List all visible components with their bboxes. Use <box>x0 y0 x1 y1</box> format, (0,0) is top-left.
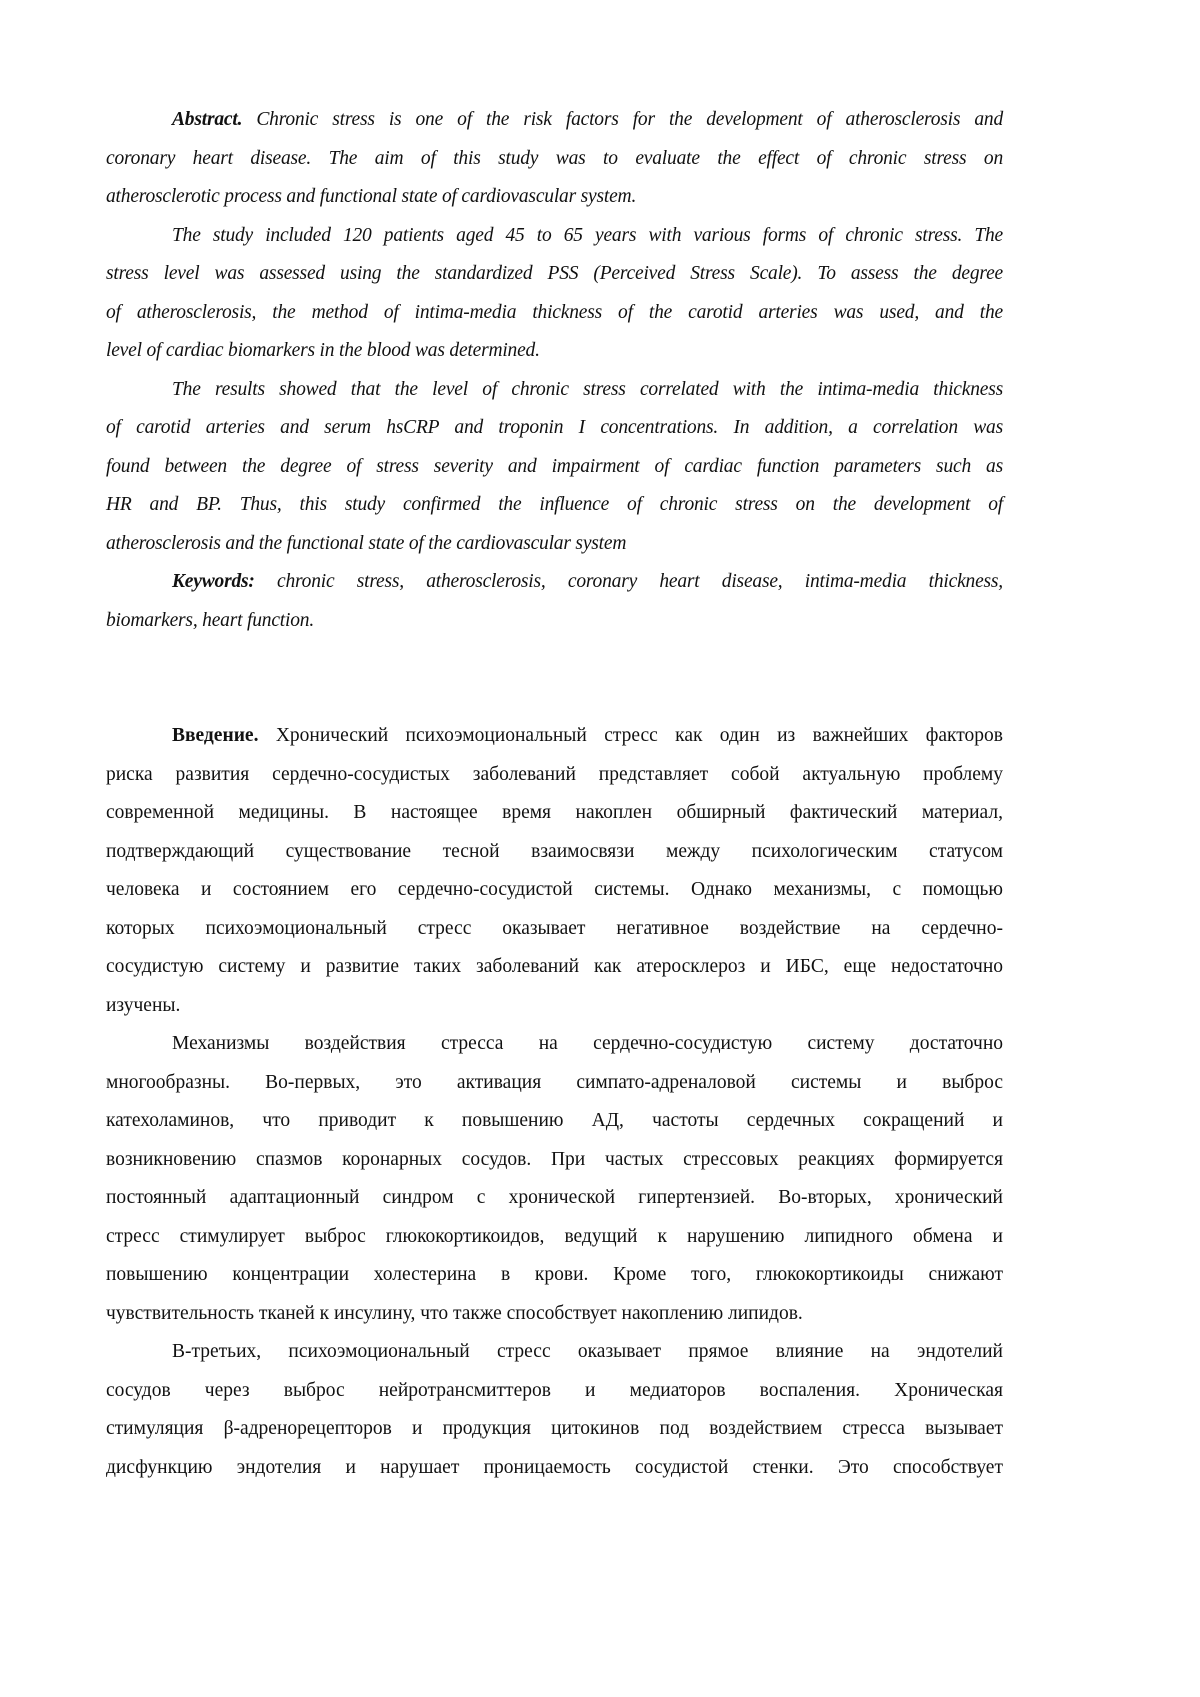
text-line <box>106 717 1003 756</box>
text-line <box>106 178 1003 217</box>
paragraph <box>106 101 1003 217</box>
text-line <box>106 1410 1003 1449</box>
line-text: повышению концентрации холестерина в крови. Кроме того, глюкокортикоиды снижают <box>106 1264 1003 1285</box>
text-line <box>106 1372 1003 1411</box>
line-text: возникновению спазмов коронарных сосудов. При частых стрессовых реакциях формируется <box>106 1149 1003 1170</box>
line-text: современной медицины. В настоящее время накоплен обширный фактический материал, <box>106 802 1003 823</box>
text-line <box>106 1333 1003 1372</box>
line-text: chronic stress, atherosclerosis, coronary heart disease, intima-media thickness, <box>277 571 1003 592</box>
line-text: человека и состоянием его сердечно-сосудистой системы. Однако механизмы, с помощью <box>106 879 1003 900</box>
text-line <box>106 409 1003 448</box>
text-line <box>106 486 1003 525</box>
line-text: стресс стимулирует выброс глюкокортикоидов, ведущий к нарушению липидного обмена и <box>106 1226 1003 1247</box>
text-line <box>106 602 1003 641</box>
line-text: HR and BP. Thus, this study confirmed the influence of chronic stress on the development of <box>106 494 1003 515</box>
paragraph-lead: Введение. <box>172 725 258 746</box>
text-line <box>106 756 1003 795</box>
paragraph <box>106 1333 1003 1487</box>
line-text: изучены. <box>106 995 180 1016</box>
line-text: катехоламинов, что приводит к повышению АД, частоты сердечных сокращений и <box>106 1110 1003 1131</box>
text-line <box>106 217 1003 256</box>
line-text: atherosclerosis and the functional state of the cardiovascular system <box>106 533 626 554</box>
text-line <box>106 1102 1003 1141</box>
text-line <box>106 1064 1003 1103</box>
line-text: чувствительность тканей к инсулину, что также способствует накоплению липидов. <box>106 1303 803 1324</box>
text-line <box>106 1295 1003 1334</box>
paragraph <box>106 217 1003 371</box>
line-text: The results showed that the level of chronic stress correlated with the intima-media thickness <box>172 379 1003 400</box>
line-text: of carotid arteries and serum hsCRP and troponin I concentrations. In addition, a correlation was <box>106 417 1003 438</box>
line-text: atherosclerotic process and functional state of cardiovascular system. <box>106 186 636 207</box>
text-line <box>106 987 1003 1026</box>
text-line <box>106 948 1003 987</box>
text-line <box>106 871 1003 910</box>
abstract-section <box>106 101 1003 640</box>
line-text: сосудов через выброс нейротрансмиттеров и медиаторов воспаления. Хроническая <box>106 1380 1003 1401</box>
line-text: Chronic stress is one of the risk factors for the development of atherosclerosis and <box>256 109 1003 130</box>
line-text: biomarkers, heart function. <box>106 610 314 631</box>
line-text: Механизмы воздействия стресса на сердечно-сосудистую систему достаточно <box>172 1033 1003 1054</box>
line-text: level of cardiac biomarkers in the blood was determined. <box>106 340 540 361</box>
text-line <box>106 1025 1003 1064</box>
section-gap <box>106 640 1003 679</box>
line-text: The study included 120 patients aged 45 to 65 years with various forms of chronic stress. The <box>172 225 1003 246</box>
text-line <box>106 794 1003 833</box>
paragraph <box>106 1025 1003 1333</box>
paragraph <box>106 563 1003 640</box>
text-line <box>106 448 1003 487</box>
introduction-section <box>106 717 1003 1487</box>
line-text: coronary heart disease. The aim of this study was to evaluate the effect of chronic stress on <box>106 148 1003 169</box>
paragraph <box>106 371 1003 564</box>
paragraph-lead: Keywords: <box>172 571 255 592</box>
line-text: стимуляция β-адренорецепторов и продукция цитокинов под воздействием стресса вызывает <box>106 1418 1003 1439</box>
text-line <box>106 563 1003 602</box>
line-text: stress level was assessed using the standardized PSS (Perceived Stress Scale). To assess the degree <box>106 263 1003 284</box>
text-line <box>106 1218 1003 1257</box>
text-line <box>106 140 1003 179</box>
text-line <box>106 255 1003 294</box>
text-line <box>106 1256 1003 1295</box>
document-page <box>106 101 1003 1487</box>
line-text: подтверждающий существование тесной взаимосвязи между психологическим статусом <box>106 841 1003 862</box>
line-text: сосудистую систему и развитие таких заболеваний как атеросклероз и ИБС, еще недостаточно <box>106 956 1003 977</box>
text-line <box>106 1141 1003 1180</box>
paragraph <box>106 717 1003 1025</box>
line-text: Хронический психоэмоциональный стресс как один из важнейших факторов <box>276 725 1003 746</box>
text-line <box>106 332 1003 371</box>
line-text: риска развития сердечно-сосудистых заболеваний представляет собой актуальную проблему <box>106 764 1003 785</box>
line-text: многообразны. Во-первых, это активация симпато-адреналовой системы и выброс <box>106 1072 1003 1093</box>
text-line <box>106 910 1003 949</box>
line-text: дисфункцию эндотелия и нарушает проницаемость сосудистой стенки. Это способствует <box>106 1457 1003 1478</box>
text-line <box>106 294 1003 333</box>
line-text: of atherosclerosis, the method of intima-media thickness of the carotid arteries was used, and the <box>106 302 1003 323</box>
text-line <box>106 833 1003 872</box>
text-line <box>106 371 1003 410</box>
text-line <box>106 1449 1003 1488</box>
section-gap <box>106 679 1003 718</box>
text-line <box>106 101 1003 140</box>
line-text: которых психоэмоциональный стресс оказывает негативное воздействие на сердечно- <box>106 918 1003 939</box>
line-text: постоянный адаптационный синдром с хронической гипертензией. Во-вторых, хронический <box>106 1187 1003 1208</box>
line-text: В-третьих, психоэмоциональный стресс оказывает прямое влияние на эндотелий <box>172 1341 1003 1362</box>
line-text: found between the degree of stress severity and impairment of cardiac function parameters such as <box>106 456 1003 477</box>
paragraph-lead: Abstract. <box>172 109 242 130</box>
text-line <box>106 1179 1003 1218</box>
text-line <box>106 525 1003 564</box>
